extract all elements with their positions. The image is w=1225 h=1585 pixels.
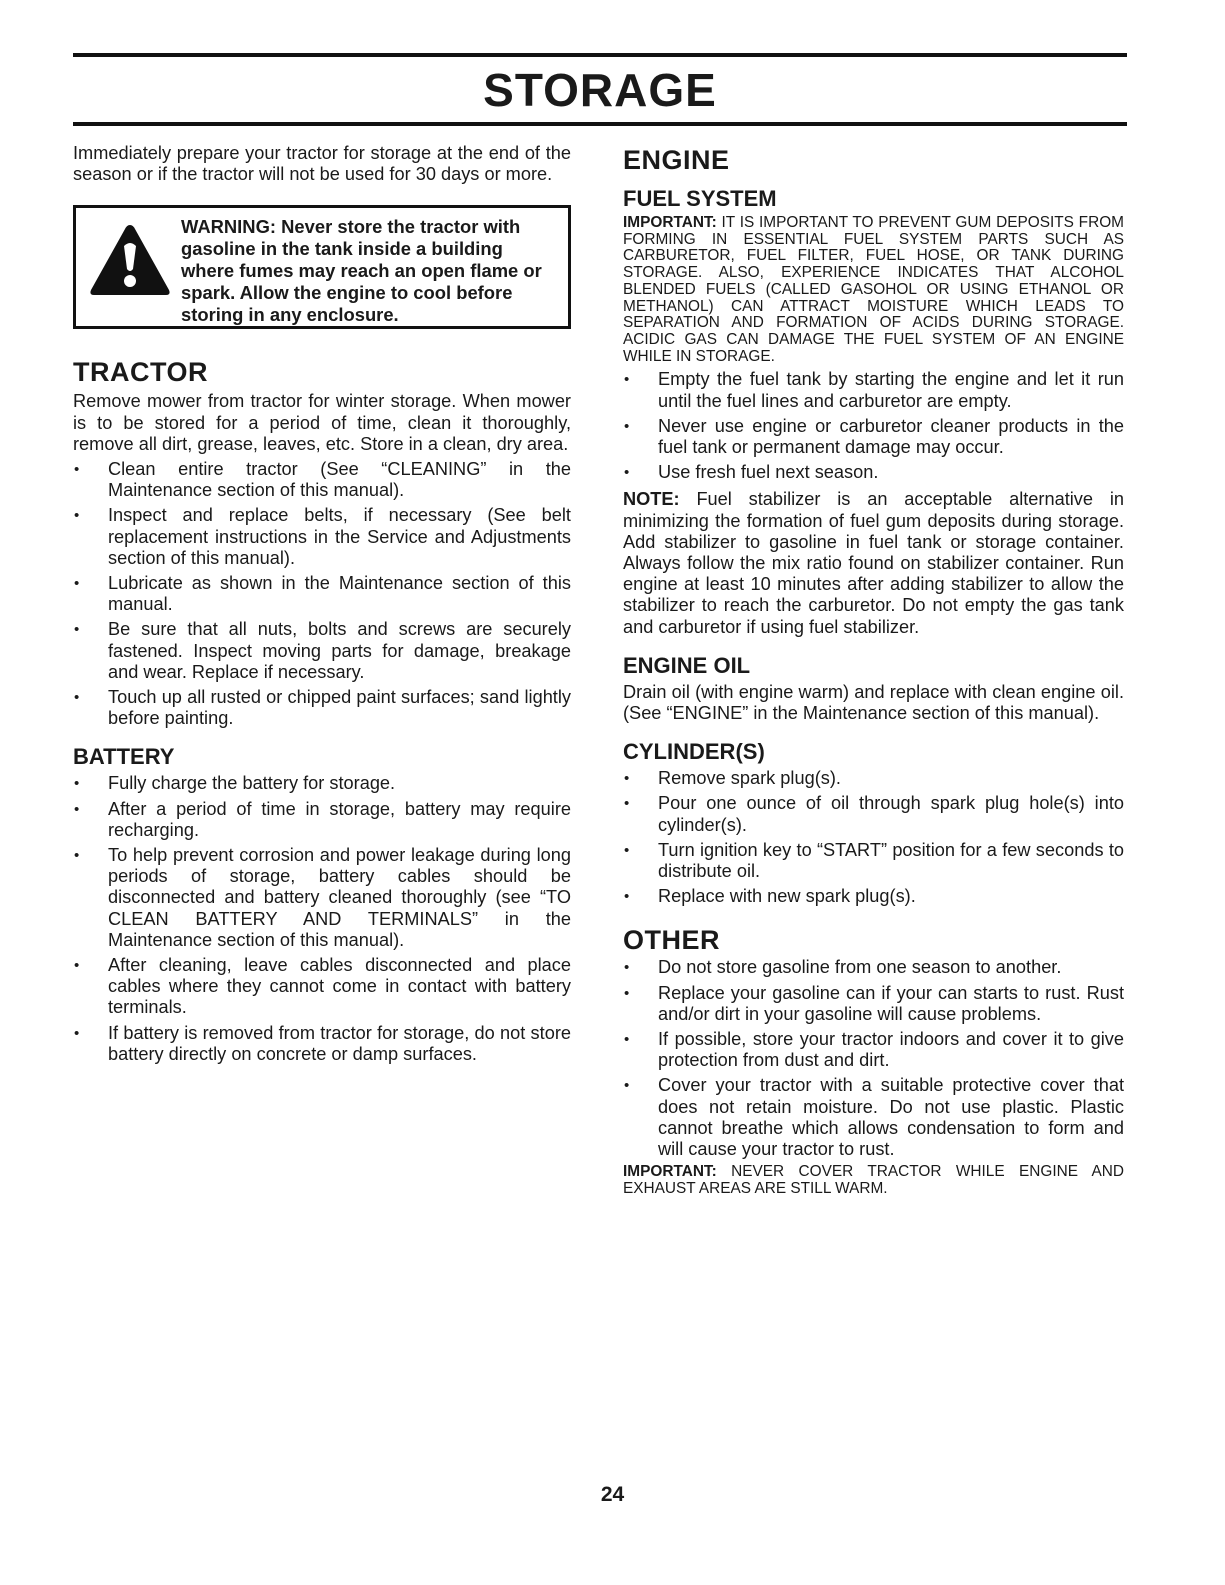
list-item: • Replace with new spark plug(s). [624, 886, 916, 907]
list-item: • Empty the fuel tank by starting the engine and let it run until the fuel lines and carburetor are empty. [624, 369, 1124, 411]
bullet-icon: • [74, 775, 80, 793]
list-item: • After a period of time in storage, battery may require recharging. [74, 798, 571, 840]
important-label: IMPORTANT: [623, 214, 717, 231]
cylinders-heading: CYLINDER(S) [623, 739, 765, 765]
bullet-icon: • [624, 1077, 630, 1095]
battery-heading: BATTERY [73, 744, 175, 770]
bullet-icon: • [74, 800, 80, 818]
list-item: • To help prevent corrosion and power leakage during long periods of storage, battery cables should be disconnected and battery cleaned thoroughly (see “TO CLEAN BATTERY AND TERMINALS” in the Maintenance section of this manual). [74, 845, 571, 950]
list-item: • After cleaning, leave cables disconnected and place cables where they cannot come in contact with battery terminals. [74, 955, 571, 1018]
page-title: STORAGE [483, 64, 717, 116]
list-item: • Touch up all rusted or chipped paint surfaces; sand lightly before painting. [74, 687, 571, 729]
bullet-icon: • [74, 847, 80, 865]
bullet-icon: • [624, 795, 630, 813]
list-item: • Cover your tractor with a suitable protective cover that does not retain moisture. Do not use plastic. Plastic cannot breathe which allows condensation to form and will cause your tractor to rust. [624, 1075, 1124, 1160]
other-important: IMPORTANT: NEVER COVER TRACTOR WHILE ENGINE AND EXHAUST AREAS ARE STILL WARM. [623, 1163, 1124, 1197]
warning-box [73, 205, 571, 329]
bullet-icon: • [74, 507, 80, 525]
left-column [73, 143, 571, 1065]
bullet-icon: • [624, 1031, 630, 1048]
engine-oil-heading: ENGINE OIL [623, 652, 751, 678]
note-label: NOTE: [623, 489, 680, 510]
title-rule-top [73, 53, 1127, 57]
engine-oil-body: Drain oil (with engine warm) and replace with clean engine oil. (See “ENGINE” in the Maintenance section of this manual). [623, 681, 1124, 723]
list-item: • Use fresh fuel next season. [624, 462, 879, 483]
list-item: • Lubricate as shown in the Maintenance section of this manual. [74, 573, 571, 615]
bullet-icon: • [624, 417, 630, 435]
fuel-system-heading: FUEL SYSTEM [623, 186, 777, 211]
bullet-icon: • [624, 959, 630, 977]
bullet-icon: • [74, 1024, 80, 1042]
engine-heading: ENGINE [623, 145, 730, 175]
right-column [623, 143, 1124, 1198]
list-item: • If possible, store your tractor indoors and cover it to give protection from dust and dirt. [624, 1029, 1124, 1071]
battery-list [73, 773, 571, 1065]
bullet-icon: • [624, 841, 630, 859]
list-item: • Be sure that all nuts, bolts and screws are securely fastened. Inspect moving parts for damage, breakage and wear. Replace if necessary. [74, 619, 571, 682]
bullet-icon: • [624, 464, 630, 482]
fuel-system-list [623, 369, 1124, 483]
bullet-icon: • [624, 888, 630, 906]
list-item: • Replace your gasoline can if your can starts to rust. Rust and/or dirt in your gasoline will cause problems. [624, 982, 1124, 1024]
bullet-icon: • [74, 689, 80, 707]
list-item: • If battery is removed from tractor for storage, do not store battery directly on concrete or damp surfaces. [74, 1022, 571, 1064]
bullet-icon: • [74, 957, 80, 975]
tractor-list [73, 459, 571, 729]
list-item: • Fully charge the battery for storage. [74, 773, 396, 794]
bullet-icon: • [74, 621, 80, 639]
bullet-icon: • [624, 984, 630, 1002]
cylinders-list [623, 768, 1124, 907]
tractor-heading: TRACTOR [73, 357, 208, 388]
important-label: IMPORTANT: [623, 1163, 717, 1181]
warning-triangle-icon [88, 222, 172, 298]
warning-text: WARNING: Never store the tractor with gasoline in the tank inside a building where fumes may reach an open flame or spark. Allow the engine to cool before storing in any enclosure. [181, 216, 542, 326]
tractor-body: Remove mower from tractor for winter storage. When mower is to be stored for a period of time, clean it thoroughly, remove all dirt, grease, leaves, etc. Store in a clean, dry area. [73, 391, 571, 454]
list-item: • Clean entire tractor (See “CLEANING” in the Maintenance section of this manual). [74, 459, 571, 501]
bullet-icon: • [624, 770, 630, 788]
fuel-system-important: IMPORTANT: IT IS IMPORTANT TO PREVENT GUM DEPOSITS FROM FORMING IN ESSENTIAL FUEL SYSTEM PARTS SUCH AS CARBURETOR, FUEL FILTER, FUEL HOSE, OR TANK DURING STORAGE. ALSO, EXPERIENCE INDICATES THAT ALCOHOL BLENDED FUELS (CALLED GASOHOL OR USING ETHANOL OR METHANOL) CAN ATTRACT MOISTURE WHICH LEADS TO SEPARATION AND FORMATION OF ACIDS DURING STORAGE. ACIDIC GAS CAN DAMAGE THE FUEL SYSTEM OF AN ENGINE WHILE IN STORAGE. [623, 214, 1124, 365]
page-number: 24 [600, 1483, 625, 1506]
other-heading: OTHER [623, 925, 720, 956]
list-item: • Do not store gasoline from one season to another. [624, 957, 1062, 978]
other-list [623, 957, 1124, 1160]
list-item: • Turn ignition key to “START” position for a few seconds to distribute oil. [624, 839, 1124, 881]
list-item: • Inspect and replace belts, if necessary (See belt replacement instructions in the Service and Adjustments section of this manual). [74, 505, 571, 568]
fuel-note: NOTE: Fuel stabilizer is an acceptable alternative in minimizing the formation of fuel gum deposits during storage. Add stabilizer to gasoline in fuel tank or storage container. Always follow the mix ratio found on stabilizer container. Run engine at least 10 minutes after adding stabilizer to allow the stabilizer to reach the carburetor. Do not empty the gas tank and carburetor if using fuel stabilizer. [623, 489, 1124, 637]
list-item: • Pour one ounce of oil through spark plug hole(s) into cylinder(s). [624, 793, 1124, 835]
list-item: • Remove spark plug(s). [624, 768, 841, 789]
bullet-icon: • [74, 575, 80, 593]
list-item: • Never use engine or carburetor cleaner products in the fuel tank or permanent damage may occur. [624, 415, 1124, 457]
bullet-icon: • [74, 461, 80, 479]
bullet-icon: • [624, 371, 630, 389]
title-rule-bottom [73, 122, 1127, 126]
intro-paragraph: Immediately prepare your tractor for storage at the end of the season or if the tractor will not be used for 30 days or more. [73, 143, 571, 185]
